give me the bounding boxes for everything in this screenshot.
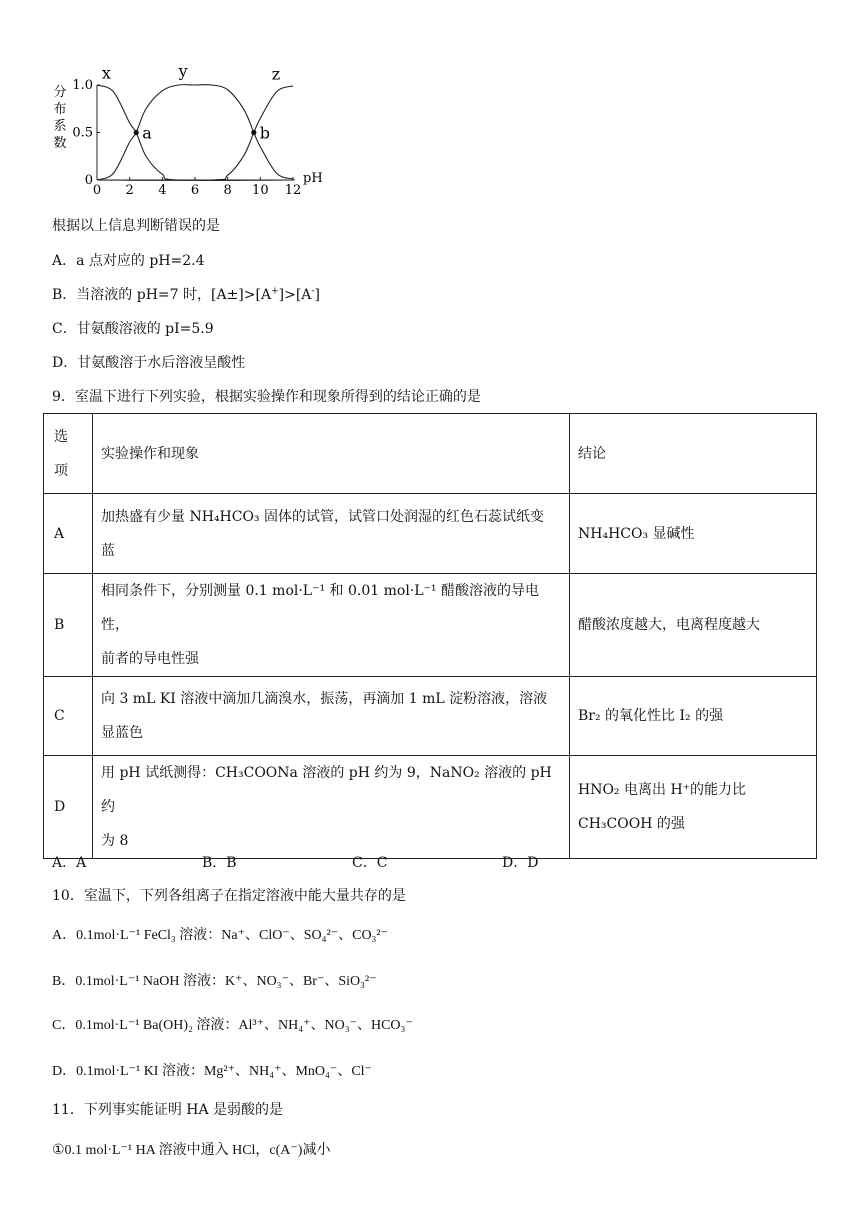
table-row: [44, 677, 817, 756]
q9-option-d: D．D: [502, 855, 539, 871]
point-b-label: b: [259, 123, 271, 143]
row-conclusion: HNO₂ 电离出 H⁺的能力比 CH₃COOH 的强: [570, 756, 817, 859]
series-y-label: y: [178, 61, 188, 81]
q8-option-b: B．当溶液的 pH=7 时，[A±]>[A+]>[A-]: [52, 286, 320, 303]
x-tick-label: 4: [158, 183, 167, 198]
q10-option-b: B．0.1mol·L⁻¹ NaOH 溶液：K⁺、NO₃⁻、Br⁻、SiO₃²⁻: [52, 974, 377, 989]
x-tick-label: 8: [223, 183, 232, 198]
point-a: [134, 130, 139, 135]
x-tick-label: 2: [125, 183, 134, 198]
row-operation: 用 pH 试纸测得：CH₃COONa 溶液的 pH 约为 9，NaNO₂ 溶液的 pH 约 为 8: [93, 756, 570, 859]
row-conclusion: 醋酸浓度越大，电离程度越大: [570, 574, 817, 677]
row-conclusion: Br₂ 的氧化性比 I₂ 的强: [570, 677, 817, 756]
x-tick-label: 12: [284, 183, 302, 198]
x-tick-label: 6: [190, 183, 200, 198]
q9-option-b: B．B: [202, 855, 237, 871]
row-option: A: [44, 494, 93, 574]
q10-stem: 10．室温下，下列各组离子在指定溶液中能大量共存的是: [52, 888, 406, 904]
y-axis-label: 系: [53, 119, 67, 134]
row-operation: 相同条件下，分别测量 0.1 mol·L⁻¹ 和 0.01 mol·L⁻¹ 醋酸溶液的导电性， 前者的导电性强: [93, 574, 570, 677]
table-row: [44, 574, 817, 677]
row-option: C: [44, 677, 93, 756]
series-x-label: x: [101, 63, 111, 83]
point-b: [251, 130, 256, 135]
series-z-label: z: [271, 64, 281, 84]
y-tick-label: 0.5: [72, 125, 93, 141]
q9-stem: 9．室温下进行下列实验，根据实验操作和现象所得到的结论正确的是: [52, 389, 481, 405]
row-option: B: [44, 574, 93, 677]
q8-stem: 根据以上信息判断错误的是: [52, 218, 220, 234]
row-option: D: [44, 756, 93, 859]
q9-option-c: C．C: [352, 855, 388, 871]
q11-item-1: ①0.1 mol·L⁻¹ HA 溶液中通入 HCl，c(A⁻)减小: [52, 1143, 331, 1158]
y-tick-label: 0: [84, 173, 93, 188]
table-row: [44, 756, 817, 859]
point-a-label: a: [142, 123, 152, 143]
x-tick-label: 0: [92, 183, 102, 198]
x-tick-label: 10: [252, 183, 269, 198]
row-operation: 向 3 mL KI 溶液中滴加几滴溴水，振荡，再滴加 1 mL 淀粉溶液，溶液 显蓝色: [93, 677, 570, 756]
q10-option-a: A．0.1mol·L⁻¹ FeCl₃ 溶液：Na⁺、ClO⁻、SO₄²⁻、CO₃²⁻: [52, 928, 389, 943]
y-tick-label: 1.0: [72, 78, 93, 93]
q8-option-c: C．甘氨酸溶液的 pI=5.9: [52, 321, 214, 337]
row-conclusion: NH₄HCO₃ 显碱性: [570, 494, 817, 574]
row-operation: 加热盛有少量 NH₄HCO₃ 固体的试管，试管口处润湿的红色石蕊试纸变 蓝: [93, 494, 570, 574]
q11-stem: 11．下列事实能证明 HA 是弱酸的是: [52, 1102, 284, 1118]
header-conclusion: 结论: [570, 414, 817, 494]
table-header-row: [44, 414, 817, 494]
q8-option-a: A．a 点对应的 pH=2.4: [52, 253, 205, 269]
chart-labels: [53, 61, 322, 198]
x-axis-label: pH: [303, 171, 323, 186]
y-axis-label: 布: [53, 102, 67, 117]
q9-option-a: A．A: [52, 855, 87, 871]
q10-option-d: D．0.1mol·L⁻¹ KI 溶液：Mg²⁺、NH₄⁺、MnO₄⁻、Cl⁻: [52, 1064, 372, 1079]
q10-option-c: C．0.1mol·L⁻¹ Ba(OH)₂ 溶液：Al³⁺、NH₄⁺、NO₃⁻、HCO₃⁻: [52, 1018, 413, 1033]
y-axis-label: 数: [53, 136, 67, 151]
y-axis-label: 分: [53, 85, 67, 100]
distribution-coefficient-chart: [50, 58, 350, 206]
q9-table: [43, 413, 817, 859]
q8-option-d: D．甘氨酸溶于水后溶液呈酸性: [52, 355, 246, 371]
header-operation: 实验操作和现象: [93, 414, 570, 494]
table-row: [44, 494, 817, 574]
header-option: 选 项: [44, 414, 93, 494]
